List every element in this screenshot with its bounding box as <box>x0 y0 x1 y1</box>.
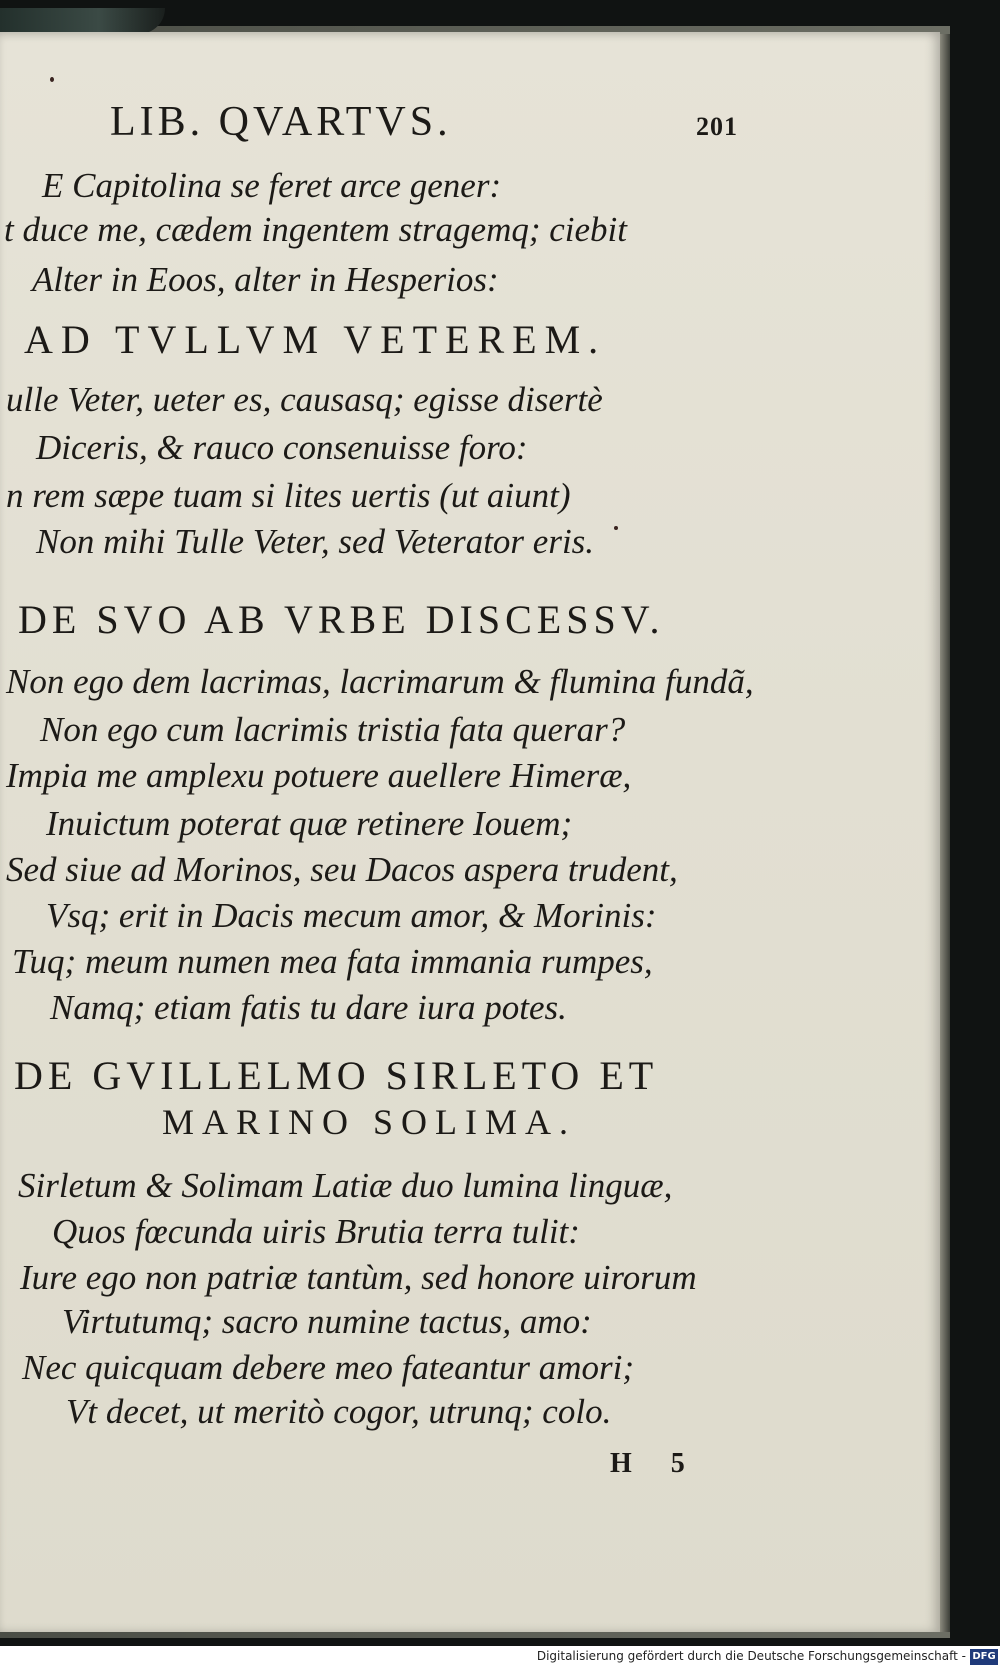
verse-line: Tuq; meum numen mea fata immania rumpes, <box>12 942 653 981</box>
verse-line: Vsq; erit in Dacis mecum amor, & Morinis: <box>46 896 657 935</box>
verse-line: Non mihi Tulle Veter, sed Veterator eris. <box>36 522 595 561</box>
section-heading: AD TVLLVM VETEREM. <box>24 317 607 362</box>
page-edge <box>940 34 950 1632</box>
verse-line: Quos fœcunda uiris Brutia terra tulit: <box>52 1212 580 1251</box>
section-heading: MARINO SOLIMA. <box>162 1102 577 1142</box>
scan-corner-mark <box>0 8 165 34</box>
funding-credit: Digitalisierung gefördert durch die Deutsche Forschungsgemeinschaft - <box>536 1649 966 1663</box>
running-head: LIB. QVARTVS. <box>110 99 452 145</box>
dfg-logo-badge: DFG <box>970 1649 998 1665</box>
verse-line: Namq; etiam fatis tu dare iura potes. <box>50 988 567 1027</box>
verse-line: t duce me, cædem ingentem stragemq; ciebit <box>4 210 628 249</box>
verse-line: Non ego dem lacrimas, lacrimarum & flumina fundã, <box>6 662 754 701</box>
section-heading: DE SVO AB VRBE DISCESSV. <box>18 597 665 642</box>
verse-line: Diceris, & rauco consenuisse foro: <box>36 428 528 467</box>
verse-line: Inuictum poterat quæ retinere Iouem; <box>46 804 573 843</box>
verse-line: ulle Veter, ueter es, causasq; egisse disertè <box>6 380 603 419</box>
footer-bar <box>0 1646 1000 1670</box>
verse-line: Iure ego non patriæ tantùm, sed honore uirorum <box>20 1258 697 1297</box>
verse-line: Virtutumq; sacro numine tactus, amo: <box>62 1302 592 1341</box>
page-number: 201 <box>696 112 738 141</box>
signature-mark: H 5 <box>610 1448 701 1479</box>
verse-line: n rem sæpe tuam si lites uertis (ut aiunt) <box>6 476 571 515</box>
verse-line: Vt decet, ut meritò cogor, utrunq; colo. <box>66 1392 612 1431</box>
verse-line: Sed siue ad Morinos, seu Dacos aspera trudent, <box>6 850 678 889</box>
section-heading: DE GVILLELMO SIRLETO ET <box>14 1053 659 1098</box>
verse-line: Sirletum & Solimam Latiæ duo lumina linguæ, <box>18 1166 673 1205</box>
verse-line: E Capitolina se feret arce gener: <box>42 166 502 205</box>
ink-speck <box>50 77 54 82</box>
ink-speck <box>614 526 618 530</box>
verse-line: Nec quicquam debere meo fateantur amori; <box>22 1348 635 1387</box>
verse-line: Alter in Eoos, alter in Hesperios: <box>32 260 499 299</box>
verse-line: Non ego cum lacrimis tristia fata querar? <box>40 710 626 749</box>
verse-line: Impia me amplexu potuere auellere Himeræ, <box>6 756 632 795</box>
